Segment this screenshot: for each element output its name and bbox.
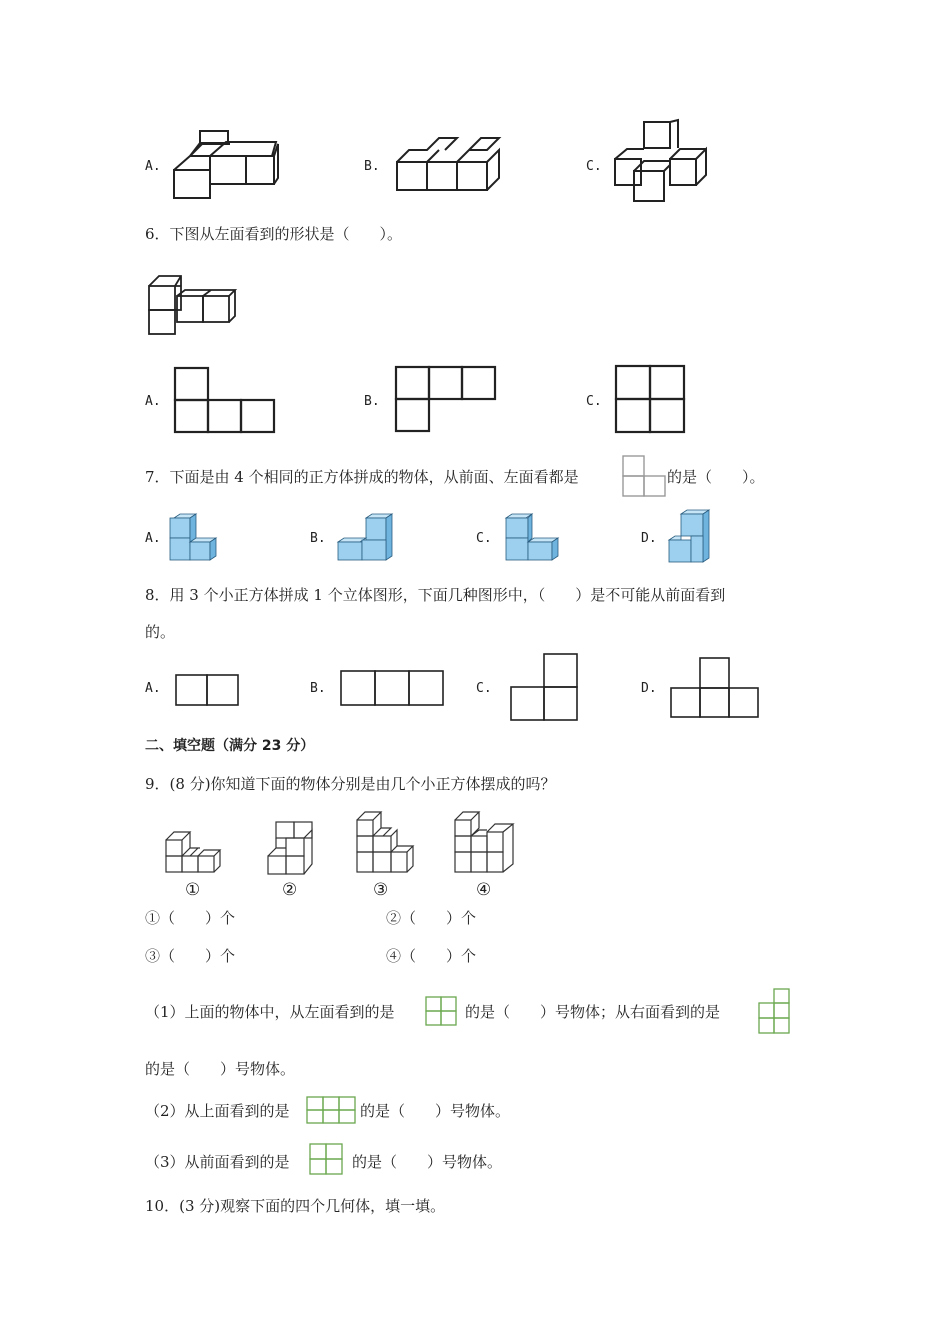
q7-option-d-figure (665, 508, 715, 566)
q9-figure-label-2: ② (282, 880, 298, 900)
q8-option-c-figure (510, 653, 578, 721)
q9-sub2-text-b: 的是（ ）号物体。 (360, 1102, 511, 1120)
q9-sub1-text-a: （1）上面的物体中，从左面看到的是 (145, 1003, 395, 1021)
q7-stem-before: 7．下面是由 4 个相同的正方体拼成的物体，从前面、左面看都是 (145, 468, 579, 486)
q7-option-d-label: D. (641, 531, 657, 546)
q9-figure-label-3: ③ (373, 880, 389, 900)
q6-option-b-label: B. (364, 394, 380, 409)
q8-option-d-label: D. (641, 681, 657, 696)
q9-sub3-text-b: 的是（ ）号物体。 (352, 1153, 503, 1171)
q9-figure-label-4: ④ (476, 880, 492, 900)
q9-figure-4 (451, 806, 521, 878)
q6-option-c-figure (614, 364, 686, 434)
q9-sub1-text-c: 的是（ ）号物体。 (145, 1060, 296, 1078)
q9-blank-3[interactable]: ③（ ）个 (145, 947, 236, 965)
q8-option-d-figure (670, 657, 760, 719)
q8-option-a-figure (175, 674, 239, 706)
q5-option-c-label: C. (586, 159, 602, 174)
q7-option-a-figure (168, 512, 222, 564)
q7-option-a-label: A. (145, 531, 161, 546)
q7-option-c-label: C. (476, 531, 492, 546)
q7-option-c-figure (502, 512, 562, 564)
q8-option-b-label: B. (310, 681, 326, 696)
q7-option-b-label: B. (310, 531, 326, 546)
q5-option-a-label: A. (145, 159, 161, 174)
q6-option-a-figure (173, 366, 277, 434)
q9-blank-2[interactable]: ②（ ）个 (386, 909, 477, 927)
q8-stem-line1: 8．用 3 个小正方体拼成 1 个立体图形，下面几种图形中，（ ）是不可能从前面看到 (145, 586, 726, 604)
q5-option-b-figure (394, 135, 500, 193)
q9-figure-1 (162, 826, 224, 878)
q6-stem: 6．下图从左面看到的形状是（ ）。 (145, 225, 403, 243)
q8-stem-line2: 的。 (145, 623, 176, 641)
q8-option-b-figure (340, 670, 444, 706)
q6-option-b-figure (394, 365, 498, 433)
q6-option-c-label: C. (586, 394, 602, 409)
q9-figure-2 (264, 818, 320, 878)
q9-blank-1[interactable]: ①（ ）个 (145, 909, 236, 927)
q9-blank-4[interactable]: ④（ ）个 (386, 947, 477, 965)
q7-option-b-figure (334, 512, 396, 564)
q9-figure-3 (353, 806, 413, 878)
q9-sub3-front-view-figure (309, 1143, 343, 1175)
q8-option-c-label: C. (476, 681, 492, 696)
q9-sub1-left-view-figure (425, 996, 457, 1026)
q9-sub1-right-view-figure (758, 988, 790, 1034)
q10-stem: 10．(3 分)观察下面的四个几何体，填一填。 (145, 1197, 446, 1215)
q9-sub3-text-a: （3）从前面看到的是 (145, 1153, 290, 1171)
q8-option-a-label: A. (145, 681, 161, 696)
q9-sub1-text-b: 的是（ ）号物体；从右面看到的是 (465, 1003, 721, 1021)
section-title: 二、填空题（满分 23 分） (145, 738, 315, 754)
q9-sub2-top-view-figure (306, 1096, 356, 1124)
q6-main-figure (146, 266, 238, 336)
q7-view-figure (622, 455, 666, 497)
q5-option-c-figure (612, 119, 710, 205)
q7-stem-after: 的是（ ）。 (667, 468, 765, 486)
q6-option-a-label: A. (145, 394, 161, 409)
q9-sub2-text-a: （2）从上面看到的是 (145, 1102, 290, 1120)
q5-option-a-figure (170, 128, 282, 200)
q5-option-b-label: B. (364, 159, 380, 174)
q9-stem: 9．(8 分)你知道下面的物体分别是由几个小正方体摆成的吗？ (145, 775, 556, 793)
q9-figure-label-1: ① (185, 880, 201, 900)
